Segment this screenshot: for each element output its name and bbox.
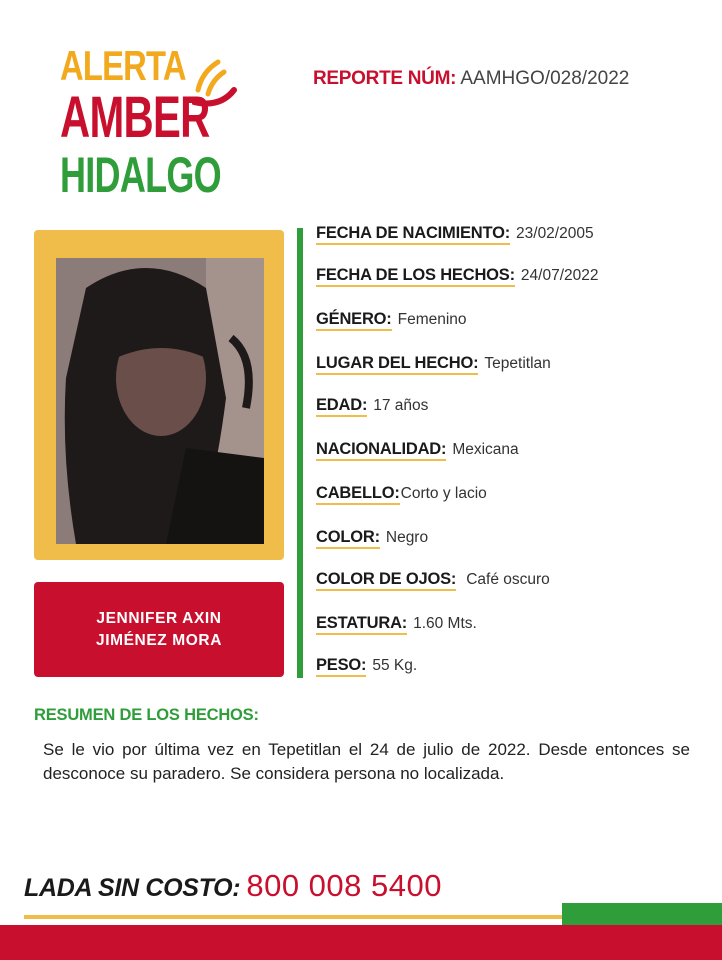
summary-title: RESUMEN DE LOS HECHOS: <box>34 706 259 724</box>
detail-row-weight <box>316 656 417 675</box>
signal-waves-icon <box>192 50 252 110</box>
missing-person-photo <box>56 258 264 544</box>
person-name-line2: JIMÉNEZ MORA <box>95 631 223 649</box>
detail-label: PESO: <box>316 656 366 677</box>
detail-value: 55 Kg. <box>372 657 418 674</box>
person-name-line1: JENNIFER AXIN <box>96 609 222 627</box>
detail-label: LUGAR DEL HECHO: <box>316 354 478 375</box>
report-number <box>313 68 629 90</box>
detail-value: 23/02/2005 <box>516 225 594 242</box>
detail-value: 24/07/2022 <box>520 267 599 284</box>
footer-stripe-red <box>0 925 722 960</box>
detail-value: 1.60 Mts. <box>413 615 477 632</box>
detail-label: NACIONALIDAD: <box>316 440 446 461</box>
detail-label: COLOR DE OJOS: <box>316 570 456 591</box>
summary-text: Se le vio por última vez en Tepetitlan el 24 de julio de 2022. Desde entonces se desconoce su paradero. Se considera persona no localizada. <box>43 740 690 783</box>
logo-line-hidalgo: HIDALGO <box>60 147 221 203</box>
detail-label: ESTATURA: <box>316 614 407 635</box>
report-number-label: REPORTE NÚM: <box>313 68 457 89</box>
detail-row-nationality <box>316 440 519 459</box>
detail-label: FECHA DE LOS HECHOS: <box>316 266 515 287</box>
alerta-amber-hidalgo-logo <box>60 42 250 202</box>
detail-row-place <box>316 354 551 373</box>
detail-value: 17 años <box>373 397 429 414</box>
photo-frame <box>34 230 284 560</box>
detail-row-age <box>316 396 428 415</box>
green-divider <box>297 228 303 678</box>
toll-free-number[interactable]: 800 008 5400 <box>246 868 442 903</box>
detail-row-height <box>316 614 477 633</box>
detail-row-birthdate <box>316 224 594 243</box>
detail-label: CABELLO: <box>316 484 400 505</box>
detail-label: COLOR: <box>316 528 380 549</box>
detail-row-gender <box>316 310 467 329</box>
detail-row-color <box>316 528 428 547</box>
report-number-value: AAMHGO/028/2022 <box>460 68 630 89</box>
logo-line-amber: AMBER <box>60 85 210 150</box>
person-name-box <box>34 582 284 677</box>
logo-line-alerta: ALERTA <box>60 42 186 89</box>
detail-label: GÉNERO: <box>316 310 392 331</box>
footer-stripe-gold <box>24 915 564 919</box>
detail-value: Mexicana <box>452 441 519 458</box>
detail-value: Tepetitlan <box>484 355 551 372</box>
footer-stripe-green <box>562 903 722 925</box>
detail-label: EDAD: <box>316 396 367 417</box>
detail-row-eye-color <box>316 570 550 589</box>
detail-row-event-date <box>316 266 598 285</box>
detail-value: Corto y lacio <box>400 485 487 502</box>
toll-free-line <box>24 868 442 904</box>
toll-free-label: LADA SIN COSTO: <box>24 874 241 902</box>
detail-value: Negro <box>385 529 429 546</box>
detail-row-hair <box>316 484 487 503</box>
detail-value: Café oscuro <box>466 571 550 588</box>
detail-value: Femenino <box>397 311 467 328</box>
detail-label: FECHA DE NACIMIENTO: <box>316 224 510 245</box>
